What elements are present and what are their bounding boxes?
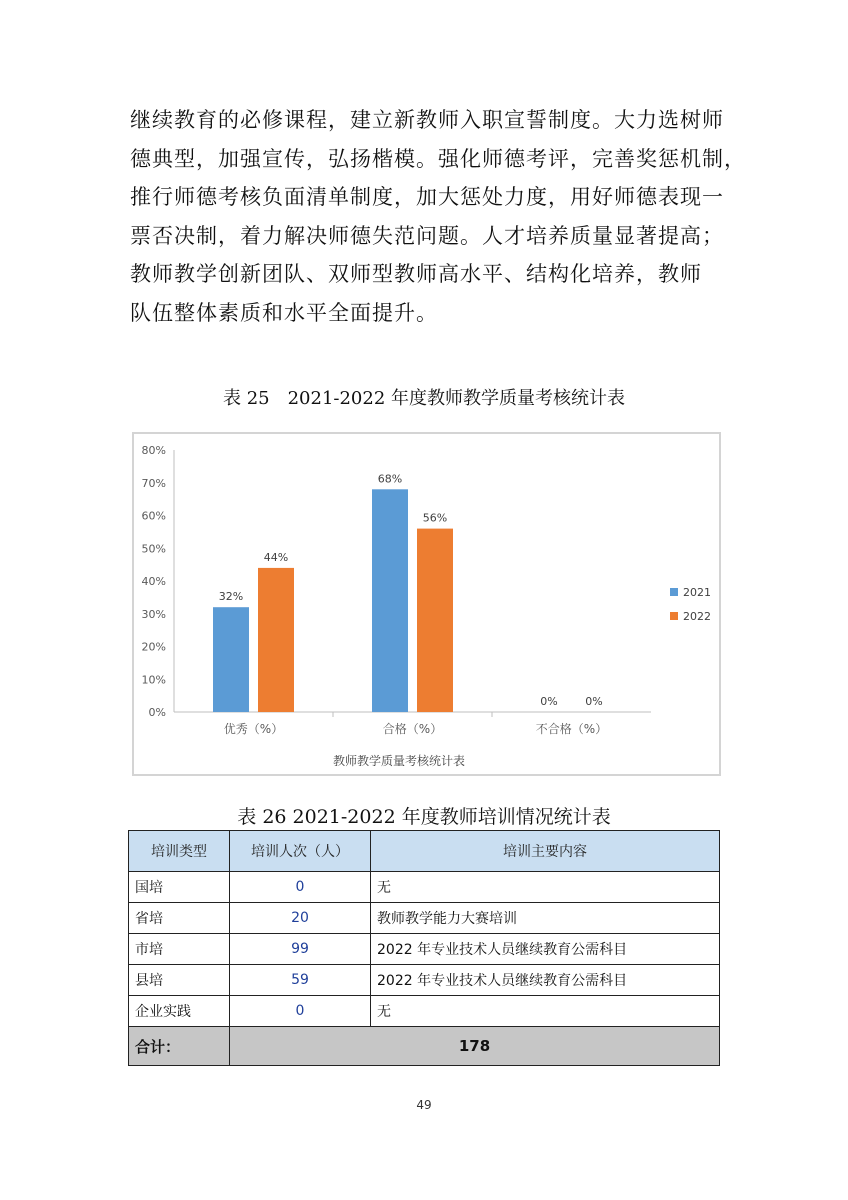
y-tick-label: 20%	[141, 640, 166, 654]
legend-swatch-2022	[670, 612, 678, 620]
cell-content: 无	[371, 872, 720, 903]
table-row	[129, 965, 720, 996]
table25-caption: 表 25 2021-2022 年度教师教学质量考核统计表	[222, 388, 626, 409]
paragraph-line: 队伍整体素质和水平全面提升。	[130, 300, 438, 325]
paragraph-line: 推行师德考核负面清单制度，加大惩处力度，用好师德表现一	[130, 185, 724, 209]
chart-svg	[134, 434, 719, 774]
cell-count: 59	[230, 965, 371, 996]
legend-label: 2021	[683, 586, 711, 599]
cell-type: 省培	[129, 903, 230, 934]
x-tick-label: 不合格（%）	[535, 722, 608, 736]
cell-count: 0	[230, 996, 371, 1027]
data-label: 0%	[540, 695, 558, 708]
table-row	[129, 872, 720, 903]
cell-type: 县培	[129, 965, 230, 996]
cell-content: 2022 年专业技术人员继续教育公需科目	[371, 965, 720, 996]
header-content: 培训主要内容	[371, 831, 720, 872]
header-count: 培训人次（人）	[230, 831, 371, 872]
legend-swatch-2021	[670, 588, 678, 596]
data-label: 32%	[218, 590, 244, 604]
data-label: 56%	[422, 511, 448, 525]
table-total-row	[129, 1027, 720, 1066]
y-tick-label: 40%	[141, 575, 166, 588]
cell-type: 市培	[129, 934, 230, 965]
cell-type: 企业实践	[129, 996, 230, 1027]
bar-2022	[417, 529, 453, 712]
y-tick-label: 60%	[141, 509, 166, 523]
data-label: 0%	[585, 695, 603, 708]
total-value: 178	[230, 1027, 720, 1066]
y-tick-label: 10%	[141, 673, 166, 687]
table-header-row	[129, 831, 720, 872]
bar-2021	[213, 607, 249, 712]
y-tick-label: 80%	[141, 444, 166, 457]
x-axis-title: 教师教学质量考核统计表	[332, 754, 466, 768]
training-table	[128, 830, 720, 1066]
cell-count: 99	[230, 934, 371, 965]
y-tick-label: 0%	[148, 706, 166, 719]
bar-2022	[258, 568, 294, 712]
body-paragraph	[130, 101, 746, 332]
cell-count: 0	[230, 872, 371, 903]
cell-content: 2022 年专业技术人员继续教育公需科目	[371, 934, 720, 965]
cell-type: 国培	[129, 872, 230, 903]
table-row	[129, 903, 720, 934]
x-tick-label: 合格（%）	[382, 722, 443, 736]
paragraph-line: 德典型，加强宣传，弘扬楷模。强化师德考评，完善奖惩机制，	[130, 146, 746, 171]
total-label: 合计：	[129, 1027, 230, 1066]
paragraph-line: 教师教学创新团队、双师型教师高水平、结构化培养，教师	[130, 262, 702, 286]
paragraph-line: 票否决制，着力解决师德失范问题。人才培养质量显著提高；	[130, 223, 724, 248]
header-type: 培训类型	[129, 831, 230, 872]
table-row	[129, 934, 720, 965]
legend-label: 2022	[683, 610, 711, 623]
x-tick-label: 优秀（%）	[223, 722, 284, 736]
data-label: 44%	[263, 550, 289, 564]
cell-content: 无	[371, 996, 720, 1027]
table26-caption: 表 26 2021-2022 年度教师培训情况统计表	[237, 806, 611, 828]
y-tick-label: 30%	[141, 607, 166, 621]
cell-content: 教师教学能力大赛培训	[371, 903, 720, 934]
quality-chart	[132, 432, 721, 776]
paragraph-line: 继续教育的必修课程，建立新教师入职宣誓制度。大力选树师	[130, 108, 724, 132]
y-tick-label: 70%	[141, 476, 166, 490]
y-tick-label: 50%	[141, 542, 166, 556]
page-number: 49	[416, 1098, 432, 1112]
bar-2021	[372, 489, 408, 712]
table-row	[129, 996, 720, 1027]
cell-count: 20	[230, 903, 371, 934]
data-label: 68%	[377, 472, 403, 486]
